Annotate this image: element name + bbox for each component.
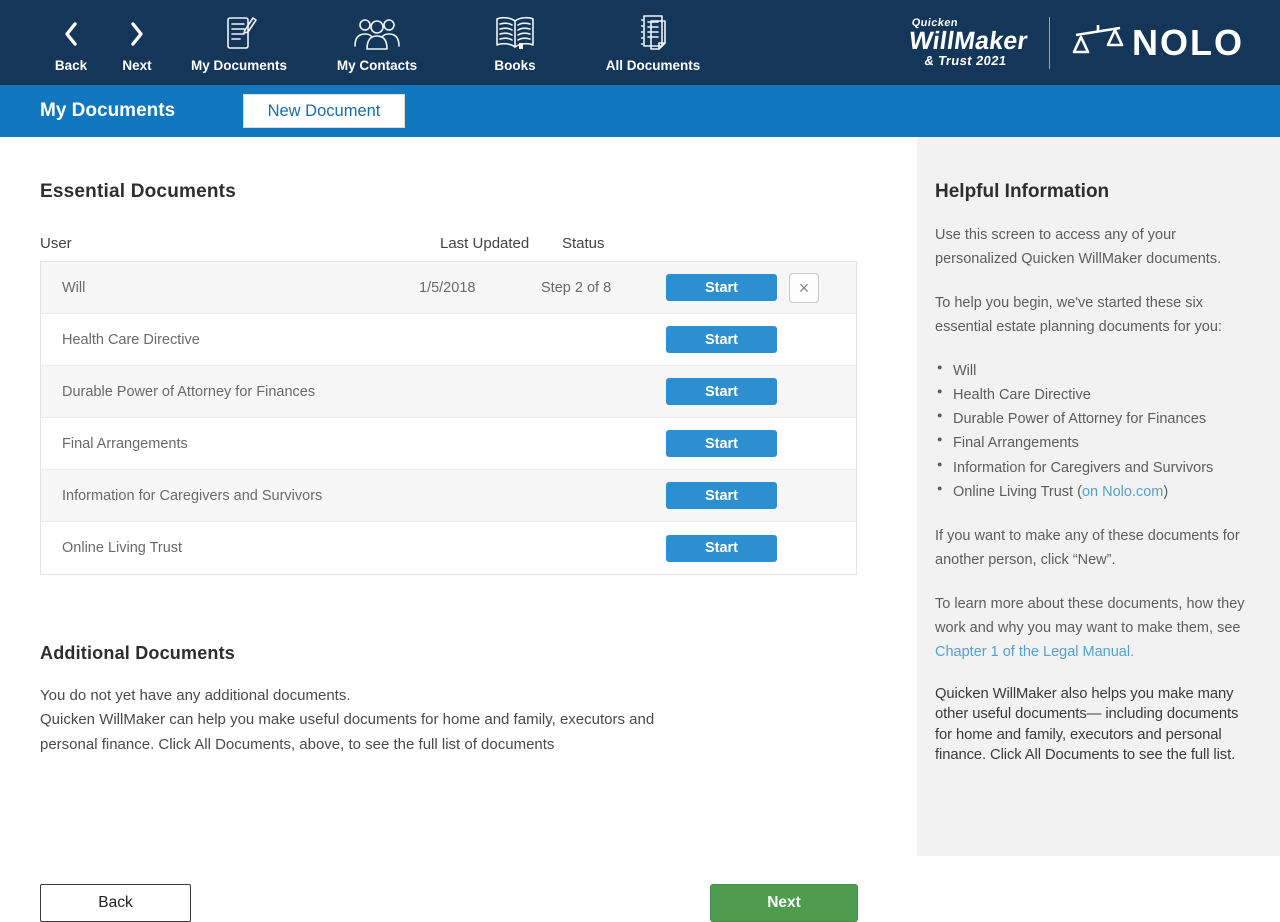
nav-next-button[interactable] [104,3,170,85]
essential-documents-heading: Essential Documents [40,181,236,202]
nav-back-button[interactable] [38,3,104,85]
next-chevron-icon [129,13,145,55]
document-actions [666,482,777,509]
table-row-durable-power-of-attorney [41,366,856,418]
additional-documents-section [40,643,857,757]
legal-manual-link[interactable]: Chapter 1 of the Legal Manual. [935,643,1135,660]
additional-documents-heading: Additional Documents [40,643,236,663]
willmaker-logo-name: WillMaker [906,27,1030,55]
list-item-text: ) [1163,483,1169,500]
additional-documents-text [40,684,700,757]
list-item-text: Online Living Trust ( [953,483,1082,500]
list-item: ● Final Arrangements [937,431,1250,455]
document-actions [666,273,819,303]
document-actions [666,326,777,353]
document-actions [666,430,777,457]
nolo-logo-text: NOLO [1132,21,1244,63]
document-actions [666,378,777,405]
additional-documents-line2: Quicken WillMaker can help you make useful documents for home and family, executors and personal finance. Click All Documents, above, to see the full list of documents [40,711,655,753]
document-actions [666,535,777,562]
new-document-button[interactable]: New Document [243,94,405,128]
sidebar-paragraph-1: Use this screen to access any of your personalized Quicken WillMaker documents. [935,227,1222,268]
my-contacts-icon [352,13,402,55]
page-title: My Documents [40,100,176,121]
document-name: Final Arrangements [62,435,188,452]
subheader-bar [0,85,1280,137]
document-status: Step 2 of 8 [541,279,612,296]
table-row-will [41,262,856,314]
sidebar-paragraph-5: Quicken WillMaker also helps you make many other useful documents— including documents for home and family, executors and personal finance. Click All Documents to see the full list. [935,685,1239,764]
content-area [0,137,1280,911]
brand-divider [1049,17,1050,69]
list-item: ● Durable Power of Attorney for Finances [937,407,1250,431]
nav-all-documents[interactable] [598,3,708,85]
sidebar-paragraph-2: To help you begin, we've started these six essential estate planning documents for you: [935,295,1222,336]
back-chevron-icon [63,13,79,55]
document-name: Will [62,279,86,296]
column-header-status: Status [562,235,605,252]
document-name: Durable Power of Attorney for Finances [62,383,316,400]
main-panel [0,137,917,911]
start-button-health-care-directive[interactable]: Start [666,326,777,353]
all-documents-icon [633,13,673,55]
table-row-online-living-trust [41,522,856,574]
nav-my-documents[interactable] [184,3,294,85]
start-button-durable-power-of-attorney[interactable]: Start [666,378,777,405]
document-name: Online Living Trust [62,540,183,556]
helpful-information-sidebar [917,137,1280,856]
list-item [937,480,1250,504]
nav-my-contacts[interactable] [322,3,432,85]
nav-back-label: Back [54,58,88,73]
top-navigation-bar [0,0,1280,85]
my-documents-icon [218,13,260,55]
start-button-final-arrangements[interactable]: Start [666,430,777,457]
sidebar-paragraph-4 [935,592,1250,664]
willmaker-logo [905,18,1030,67]
list-item: ● Will [937,359,1250,383]
sidebar-document-list [937,359,1250,503]
document-name: Health Care Directive [62,331,200,348]
close-icon[interactable]: × [789,273,819,303]
list-item: ● Health Care Directive [937,383,1250,407]
nav-my-documents-label: My Documents [190,58,288,73]
books-icon [491,13,539,55]
start-button-online-living-trust[interactable]: Start [666,535,777,562]
additional-documents-line1: You do not yet have any additional documents. [40,687,351,704]
start-button-information-for-caregivers[interactable]: Start [666,482,777,509]
nolo-scales-icon [1072,20,1124,65]
nolo-logo [1072,20,1244,65]
next-button[interactable]: Next [710,884,858,922]
sidebar-heading: Helpful Information [935,181,1110,202]
table-row-health-care-directive [41,314,856,366]
list-item: ● Information for Caregivers and Survivors [937,456,1250,480]
nav-all-documents-label: All Documents [605,58,701,73]
nav-items [38,0,722,85]
nav-my-contacts-label: My Contacts [336,58,418,73]
essential-documents-table [40,261,857,575]
table-header-row [40,235,857,261]
willmaker-logo-trust: & Trust 2021 [923,53,1008,68]
sidebar-paragraph-4-text: To learn more about these documents, how they work and why you may want to make them, see [935,595,1245,636]
start-button-will[interactable]: Start [666,274,777,301]
willmaker-logo-quicken: Quicken [910,17,959,29]
table-row-information-for-caregivers [41,470,856,522]
column-header-user: User [40,235,72,252]
column-header-last-updated: Last Updated [440,235,530,252]
nolo-com-link[interactable]: on Nolo.com [1081,483,1164,500]
nav-books-label: Books [494,58,536,73]
nav-next-label: Next [122,58,152,73]
table-row-final-arrangements [41,418,856,470]
brand-area [906,0,1244,85]
back-button[interactable]: Back [40,884,191,922]
nav-books[interactable] [460,3,570,85]
sidebar-paragraph-3: If you want to make any of these documents for another person, click “New”. [935,527,1240,568]
bottom-button-row [40,884,858,922]
document-last-updated: 1/5/2018 [419,279,476,296]
document-name: Information for Caregivers and Survivors [62,487,323,504]
